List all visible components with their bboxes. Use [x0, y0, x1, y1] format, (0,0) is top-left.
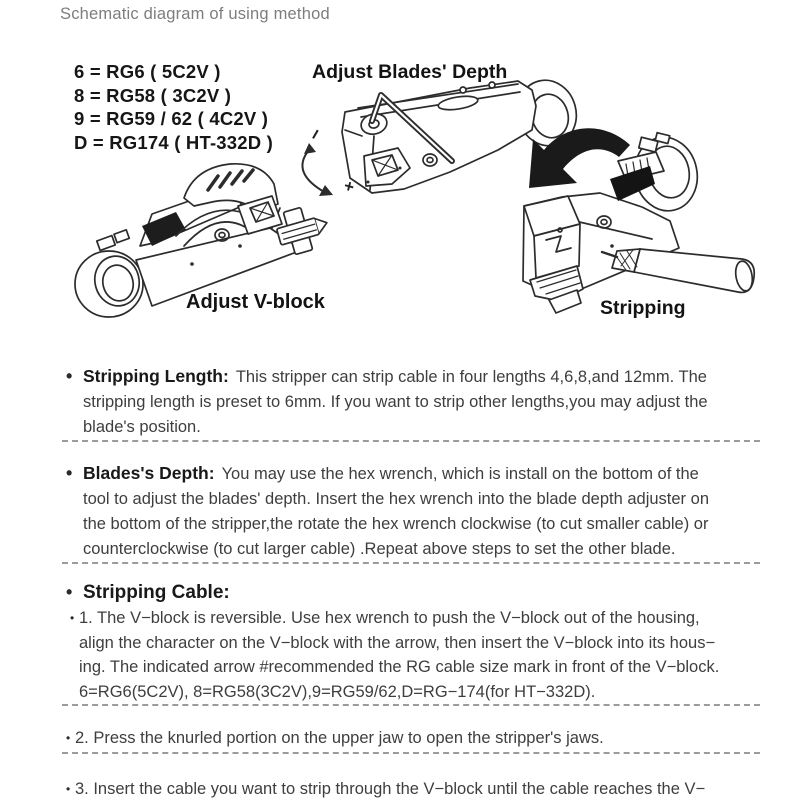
section-line: This stripper can strip cable in four lengths 4,6,8,and 12mm. The [235, 368, 707, 386]
step-line: 6=RG6(5C2V), 8=RG58(3C2V),9=RG59/62,D=RG−174(for HT−332D). [79, 682, 596, 701]
section-heading: Stripping Length: [83, 366, 229, 386]
minus-rotation-mark: − [304, 124, 328, 145]
dashed-divider [62, 704, 760, 706]
dashed-divider [62, 752, 760, 754]
section-heading: Blades's Depth: [83, 463, 215, 483]
label-stripping: Stripping [600, 297, 686, 319]
bullet: • [66, 582, 73, 602]
section-stripping-cable [66, 580, 237, 606]
step-1 [70, 606, 719, 704]
section-line: blade's position. [83, 418, 201, 436]
bullet: • [66, 731, 71, 745]
rotation-direction-arrow [302, 143, 333, 196]
section-line: stripping length is preset to 6mm. If you want to strip other lengths,you may adjust the [83, 393, 708, 411]
section-heading: Stripping Cable: [83, 582, 230, 603]
label-adjust-blades-depth: Adjust Blades' Depth [312, 61, 508, 83]
bullet: • [66, 366, 73, 386]
section-line: the bottom of the stripper,the rotate the hex wrench clockwise (to cut smaller cable) or [83, 515, 709, 533]
section-blades-depth [66, 461, 709, 562]
section-line: You may use the hex wrench, which is install on the bottom of the [221, 465, 699, 483]
cable-size-legend [74, 60, 273, 154]
legend-item: D = RG174 ( HT-332D ) [74, 131, 274, 153]
step-2 [66, 726, 604, 751]
legend-item: 8 = RG58 ( 3C2V ) [74, 84, 232, 106]
coax-cable [602, 249, 754, 292]
section-stripping-length [66, 364, 708, 440]
section-line: tool to adjust the blades' depth. Insert the hex wrench into the blade depth adjuster on [83, 490, 709, 508]
label-adjust-v-block: Adjust V-block [186, 291, 325, 313]
section-line: counterclockwise (to cut larger cable) .Repeat above steps to set the other blade. [83, 540, 676, 558]
page-title: Schematic diagram of using method [60, 5, 330, 23]
legend-item: 9 = RG59 / 62 ( 4C2V ) [74, 108, 269, 129]
step-line: 1. The V−block is reversible. Use hex wrench to push the V−block out of the housing, [79, 609, 700, 627]
step-line: ing. The indicated arrow #recommended the RG cable size mark in front of the V−block. [79, 658, 720, 676]
dashed-divider [62, 440, 760, 442]
bullet: • [66, 782, 71, 796]
plus-rotation-mark: + [341, 176, 357, 197]
step-line: 3. Insert the cable you want to strip through the V−block until the cable reaches the V− [75, 780, 706, 798]
dashed-divider [62, 562, 760, 564]
bullet: • [70, 611, 75, 625]
legend-item: 6 = RG6 ( 5C2V ) [74, 61, 221, 82]
step-line: 2. Press the knurled portion on the upper jaw to open the stripper's jaws. [75, 729, 604, 747]
bullet: • [66, 463, 73, 483]
step-line: align the character on the V−block with the arrow, then insert the V−block into its hous− [79, 633, 716, 652]
step-3 [66, 777, 705, 800]
